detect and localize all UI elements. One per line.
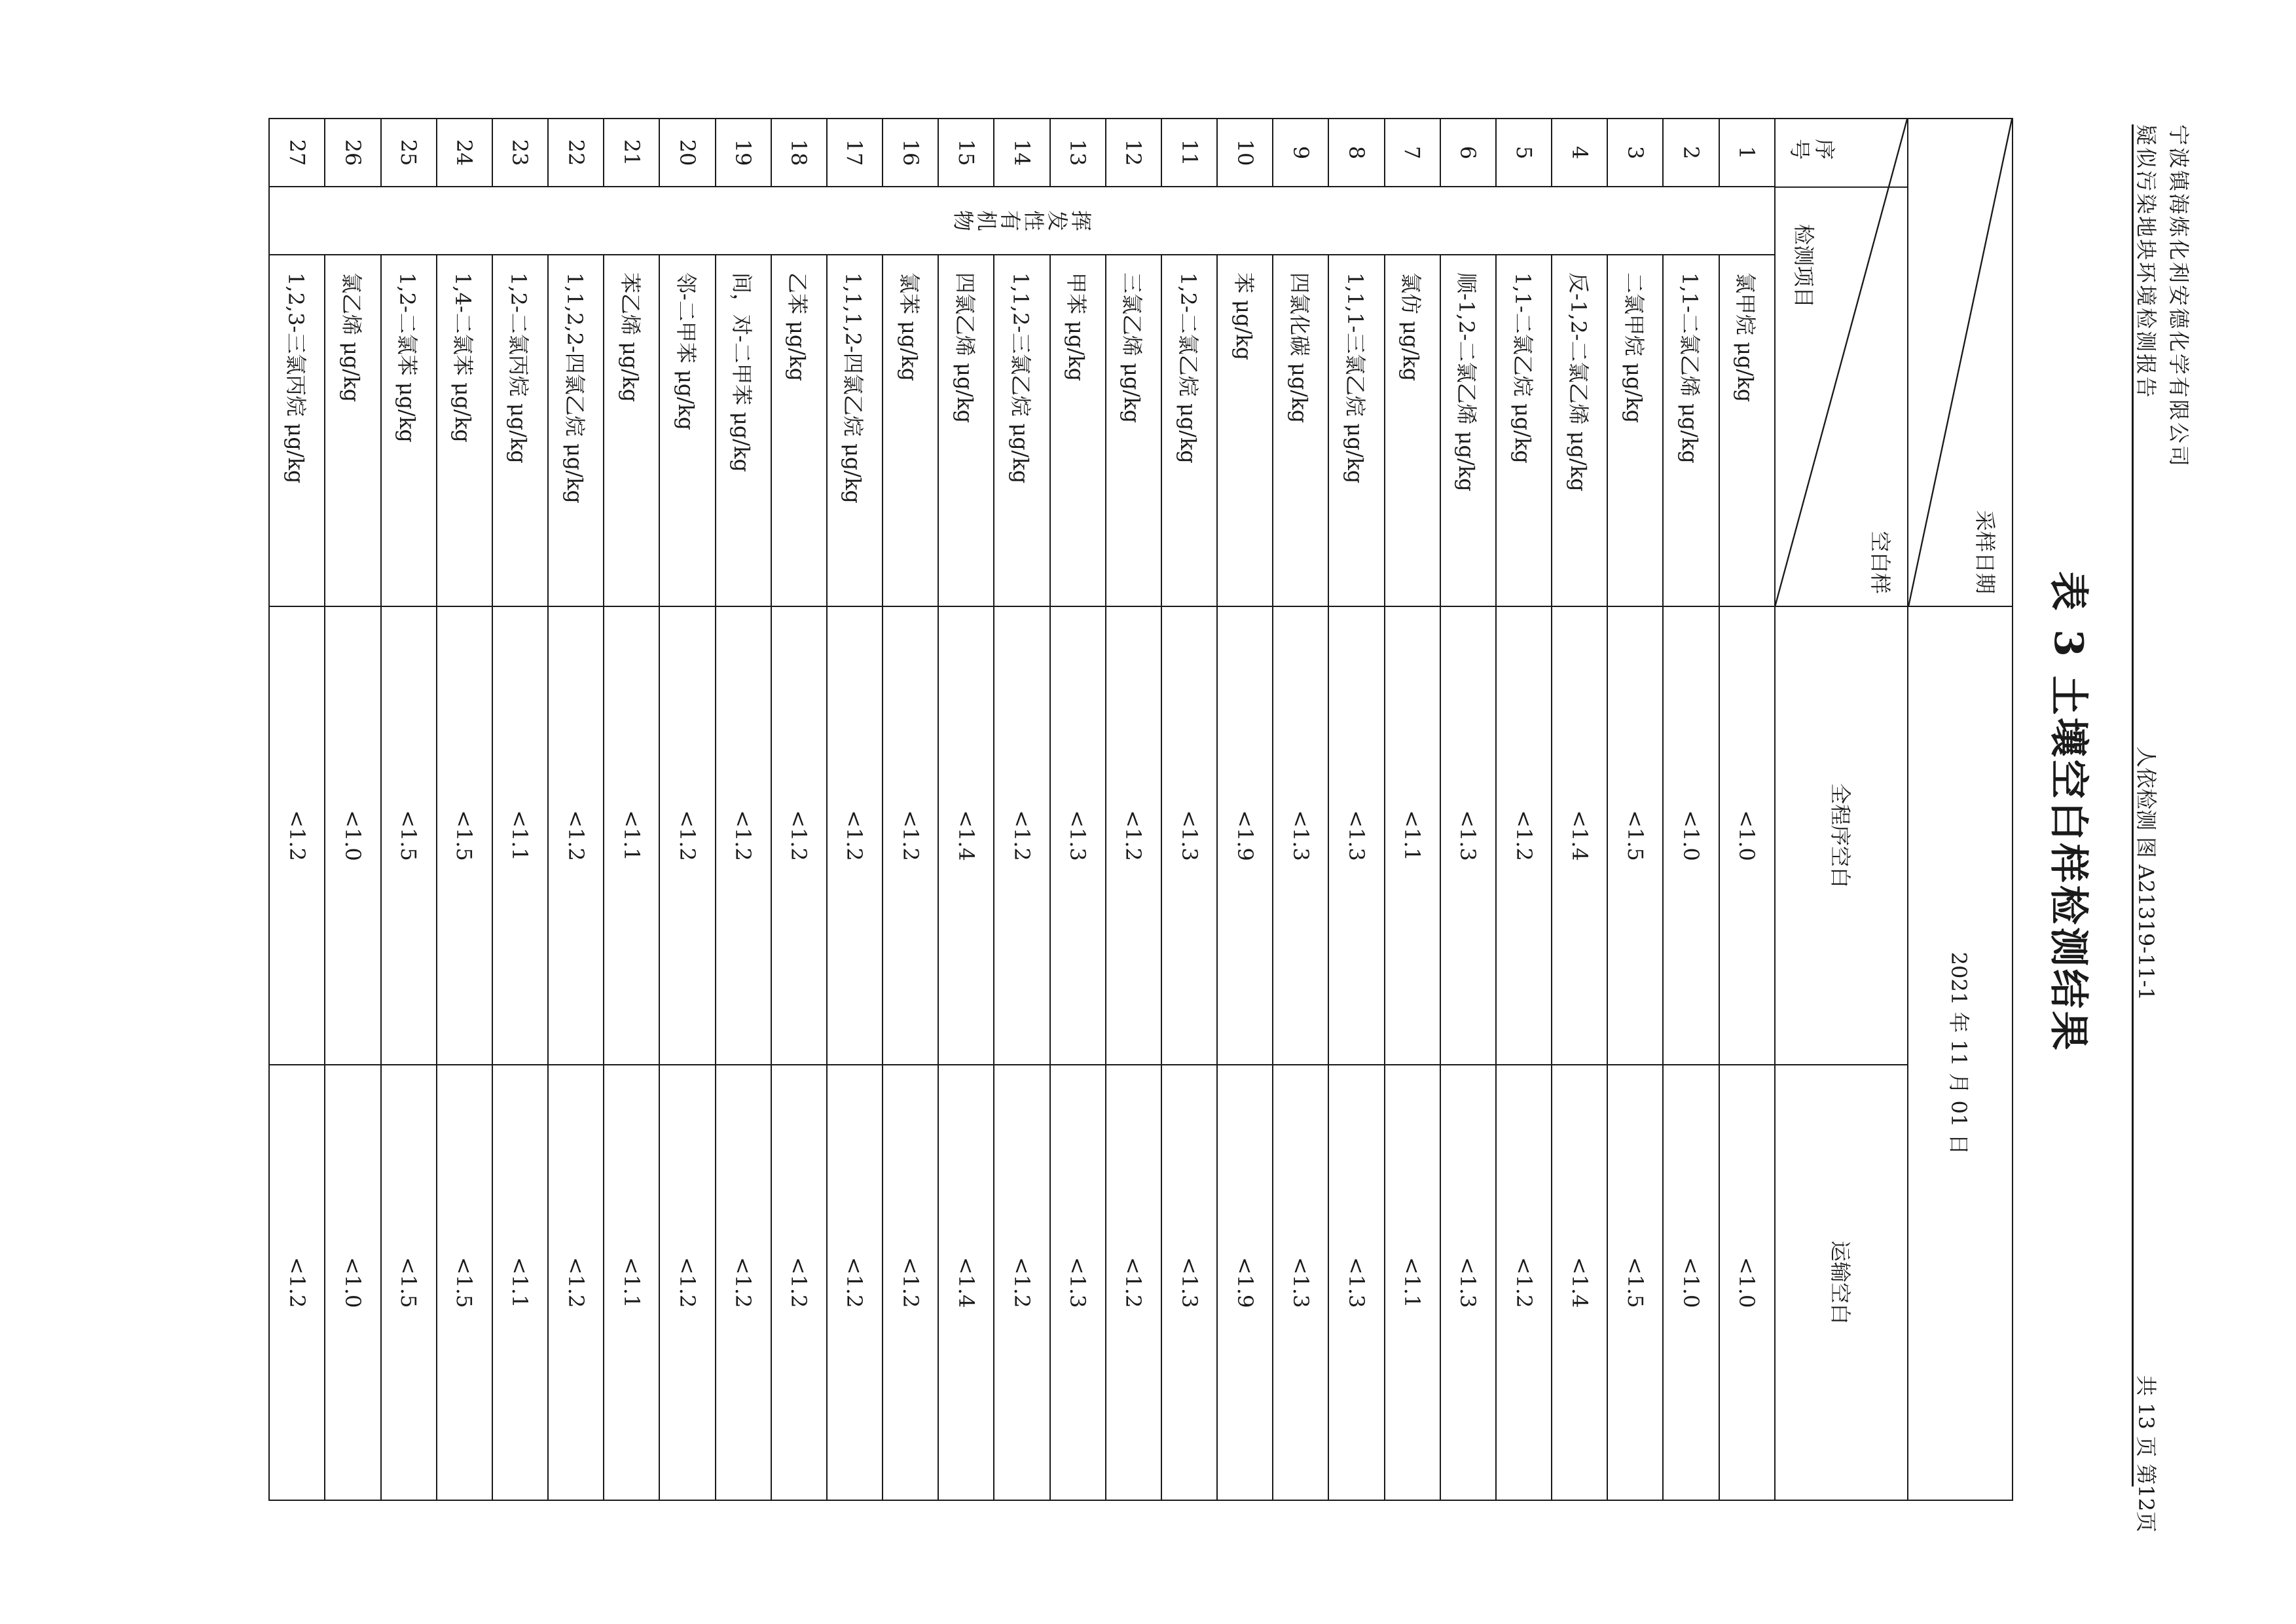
column-header-row	[1775, 119, 1908, 1500]
row-number: 24	[437, 119, 492, 187]
table-row	[1663, 119, 1719, 1500]
transport-value: <1.4	[1552, 1065, 1607, 1500]
row-number: 16	[883, 119, 938, 187]
row-number: 17	[827, 119, 883, 187]
transport-value: <1.2	[771, 1065, 827, 1500]
transport-value: <1.2	[883, 1065, 938, 1500]
row-number: 14	[994, 119, 1049, 187]
table-row	[1719, 119, 1775, 1500]
test-item: 1,1,1-三氯乙烷 μg/kg	[1328, 255, 1384, 606]
group-label-cell	[269, 187, 1775, 255]
table-row	[548, 119, 604, 1500]
row-number: 15	[938, 119, 994, 187]
sampling-date-row	[1908, 119, 2013, 1500]
table-row	[325, 119, 380, 1500]
full-process-value: <1.2	[1106, 606, 1161, 1065]
transport-value: <1.3	[1273, 1065, 1328, 1500]
transport-value: <1.0	[1663, 1065, 1719, 1500]
transport-value: <1.9	[1217, 1065, 1273, 1500]
test-item: 三氯乙烯 μg/kg	[1106, 255, 1161, 606]
item-header-cell	[1775, 119, 1908, 606]
table-row	[604, 119, 659, 1500]
test-item: 氯乙烯 μg/kg	[325, 255, 380, 606]
full-process-value: <1.1	[604, 606, 659, 1065]
row-number: 26	[325, 119, 380, 187]
blank-sample-table	[268, 118, 2013, 1501]
group-label: 挥发性有机物	[951, 210, 1094, 231]
test-item: 1,1-二氯乙烷 μg/kg	[1496, 255, 1552, 606]
full-process-value: <1.3	[1273, 606, 1328, 1065]
test-item: 四氯乙烯 μg/kg	[938, 255, 994, 606]
full-process-value: <1.2	[1496, 606, 1552, 1065]
transport-value: <1.3	[1328, 1065, 1384, 1500]
row-number: 8	[1328, 119, 1384, 187]
table-row	[1440, 119, 1496, 1500]
full-process-value: <1.2	[771, 606, 827, 1065]
table-row	[883, 119, 938, 1500]
transport-value: <1.2	[994, 1065, 1049, 1500]
transport-value: <1.3	[1161, 1065, 1217, 1500]
row-number: 23	[492, 119, 548, 187]
row-number: 11	[1161, 119, 1217, 187]
row-number: 18	[771, 119, 827, 187]
row-number: 9	[1273, 119, 1328, 187]
full-process-value: <1.1	[1385, 606, 1440, 1065]
full-process-value: <1.2	[883, 606, 938, 1065]
test-item: 氯仿 μg/kg	[1385, 255, 1440, 606]
test-item: 四氯化碳 μg/kg	[1273, 255, 1328, 606]
full-process-value: <1.2	[659, 606, 715, 1065]
full-process-value: <1.0	[1663, 606, 1719, 1065]
transport-value: <1.2	[1106, 1065, 1161, 1500]
test-item: 顺-1,2-二氯乙烯 μg/kg	[1440, 255, 1496, 606]
table-row	[1552, 119, 1607, 1500]
table-row	[1161, 119, 1217, 1500]
full-process-value: <1.5	[381, 606, 437, 1065]
item-header: 检测项目	[1791, 224, 1816, 308]
transport-value: <1.2	[716, 1065, 771, 1500]
full-process-value: <1.3	[1050, 606, 1106, 1065]
row-number: 6	[1440, 119, 1496, 187]
transport-value: <1.4	[938, 1065, 994, 1500]
test-item: 间，对-二甲苯 μg/kg	[716, 255, 771, 606]
transport-value: <1.0	[1719, 1065, 1775, 1500]
test-item: 苯 μg/kg	[1217, 255, 1273, 606]
row-number: 5	[1496, 119, 1552, 187]
table-row	[269, 119, 325, 1500]
table-row	[716, 119, 771, 1500]
row-number: 27	[269, 119, 325, 187]
full-process-value: <1.2	[269, 606, 325, 1065]
table-title: 表 3 土壤空白样检测结果	[2045, 571, 2091, 1053]
table-body	[269, 119, 2013, 1500]
table-row	[1385, 119, 1440, 1500]
transport-value: <1.2	[827, 1065, 883, 1500]
header-divider	[2132, 124, 2134, 1486]
row-number: 2	[1663, 119, 1719, 187]
row-number: 13	[1050, 119, 1106, 187]
test-item: 二氯甲烷 μg/kg	[1607, 255, 1663, 606]
row-number: 4	[1552, 119, 1607, 187]
table-row	[1106, 119, 1161, 1500]
col-full-process: 全程序空白	[1775, 606, 1908, 1065]
test-item: 乙苯 μg/kg	[771, 255, 827, 606]
transport-value: <1.3	[1440, 1065, 1496, 1500]
test-item: 1,2-二氯丙烷 μg/kg	[492, 255, 548, 606]
report-name: 疑似污染地块环境检测报告	[2134, 124, 2159, 400]
transport-value: <1.3	[1050, 1065, 1106, 1500]
full-process-value: <1.2	[716, 606, 771, 1065]
transport-value: <1.1	[604, 1065, 659, 1500]
table-row	[994, 119, 1049, 1500]
full-process-value: <1.4	[938, 606, 994, 1065]
table-row	[381, 119, 437, 1500]
transport-value: <1.1	[1385, 1065, 1440, 1500]
table-row	[827, 119, 883, 1500]
company-name: 宁波镇海炼化利安德化学有限公司	[2166, 124, 2191, 469]
table-row	[492, 119, 548, 1500]
test-item: 1,2,3-三氯丙烷 μg/kg	[269, 255, 325, 606]
table-row	[437, 119, 492, 1500]
full-process-value: <1.3	[1440, 606, 1496, 1065]
transport-value: <1.5	[1607, 1065, 1663, 1500]
test-item: 甲苯 μg/kg	[1050, 255, 1106, 606]
transport-value: <1.0	[325, 1065, 380, 1500]
test-item: 氯甲烷 μg/kg	[1719, 255, 1775, 606]
full-process-value: <1.0	[325, 606, 380, 1065]
row-number: 7	[1385, 119, 1440, 187]
transport-value: <1.5	[437, 1065, 492, 1500]
test-item: 1,1,2,2-四氯乙烷 μg/kg	[548, 255, 604, 606]
test-item: 氯苯 μg/kg	[883, 255, 938, 606]
row-number: 10	[1217, 119, 1273, 187]
table-row	[938, 119, 994, 1500]
table-row	[1050, 119, 1106, 1500]
test-item: 反-1,2-二氯乙烯 μg/kg	[1552, 255, 1607, 606]
full-process-value: <1.4	[1552, 606, 1607, 1065]
col-transport: 运输空白	[1775, 1065, 1908, 1500]
transport-value: <1.2	[269, 1065, 325, 1500]
test-item: 1,1,1,2-四氯乙烷 μg/kg	[827, 255, 883, 606]
full-process-value: <1.5	[1607, 606, 1663, 1065]
table-row	[1217, 119, 1273, 1500]
transport-value: <1.1	[492, 1065, 548, 1500]
test-item: 苯乙烯 μg/kg	[604, 255, 659, 606]
row-number: 20	[659, 119, 715, 187]
table-row	[1496, 119, 1552, 1500]
table-row	[1607, 119, 1663, 1500]
full-process-value: <1.3	[1328, 606, 1384, 1065]
date-header-cell	[1908, 119, 2013, 606]
sampling-date-value: 2021 年 11 月 01 日	[1908, 606, 2013, 1500]
row-number: 22	[548, 119, 604, 187]
full-process-value: <1.5	[437, 606, 492, 1065]
transport-value: <1.2	[1496, 1065, 1552, 1500]
test-item: 1,1,2-三氯乙烷 μg/kg	[994, 255, 1049, 606]
test-item: 邻-二甲苯 μg/kg	[659, 255, 715, 606]
transport-value: <1.2	[659, 1065, 715, 1500]
blank-type-header: 空白样	[1868, 531, 1893, 595]
full-process-value: <1.2	[548, 606, 604, 1065]
test-item: 1,4-二氯苯 μg/kg	[437, 255, 492, 606]
page-indicator: 共 13 页 第12页	[2134, 1375, 2159, 1532]
row-number: 19	[716, 119, 771, 187]
full-process-value: <1.1	[492, 606, 548, 1065]
seq-header: 序号	[1787, 139, 1837, 160]
table-row	[1328, 119, 1384, 1500]
row-number: 25	[381, 119, 437, 187]
full-process-value: <1.3	[1161, 606, 1217, 1065]
test-item: 1,2-二氯乙烷 μg/kg	[1161, 255, 1217, 606]
row-number: 3	[1607, 119, 1663, 187]
report-number: 人依检测 图 A21319-11-1	[2134, 747, 2159, 1001]
test-item: 1,2-二氯苯 μg/kg	[381, 255, 437, 606]
test-item: 1,1-二氯乙烯 μg/kg	[1663, 255, 1719, 606]
full-process-value: <1.2	[994, 606, 1049, 1065]
sampling-date-label: 采样日期	[1973, 510, 1997, 595]
table-row	[1273, 119, 1328, 1500]
transport-value: <1.2	[548, 1065, 604, 1500]
table-row	[659, 119, 715, 1500]
row-number: 1	[1719, 119, 1775, 187]
full-process-value: <1.9	[1217, 606, 1273, 1065]
row-number: 12	[1106, 119, 1161, 187]
row-number: 21	[604, 119, 659, 187]
full-process-value: <1.0	[1719, 606, 1775, 1065]
table-row	[771, 119, 827, 1500]
full-process-value: <1.2	[827, 606, 883, 1065]
transport-value: <1.5	[381, 1065, 437, 1500]
